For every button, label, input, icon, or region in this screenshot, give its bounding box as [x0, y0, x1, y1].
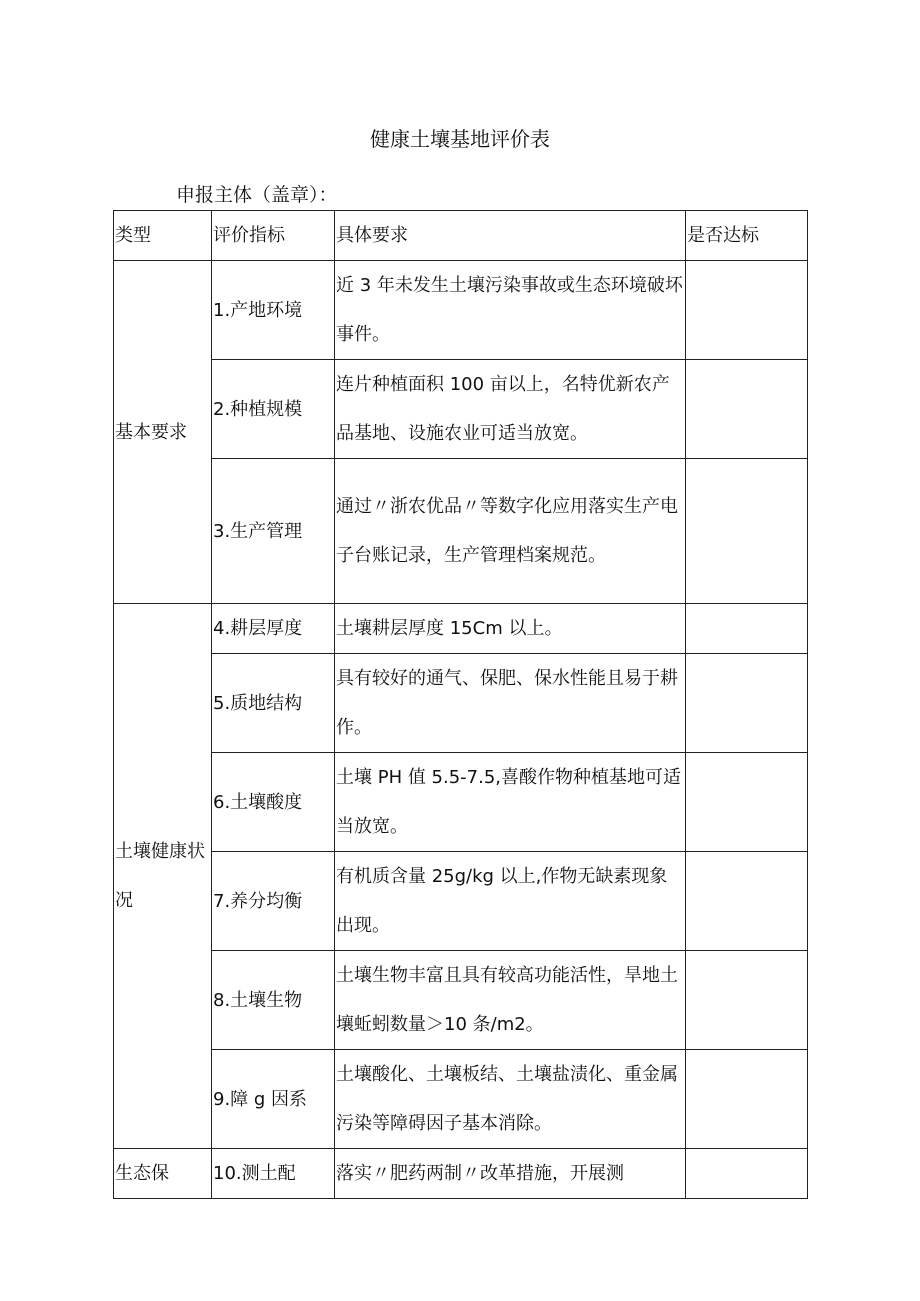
type-cell: 基本要求 [114, 261, 212, 604]
type-cell: 生态保 [114, 1149, 212, 1199]
met-cell[interactable] [686, 852, 808, 951]
table-row [114, 261, 808, 360]
met-cell[interactable] [686, 951, 808, 1050]
table-row [114, 753, 808, 852]
met-cell[interactable] [686, 604, 808, 654]
indicator-cell: 1.产地环境 [212, 261, 335, 360]
table-row [114, 1050, 808, 1149]
applicant-label: 申报主体（盖章）： [176, 184, 338, 206]
evaluation-table [113, 210, 808, 1199]
type-cell: 土壤健康状况 [114, 604, 212, 1149]
requirement-cell: 有机质含量 25g∕kg 以上,作物无缺素现象出现。 [335, 852, 686, 951]
indicator-cell: 4.耕层厚度 [212, 604, 335, 654]
indicator-cell: 5.质地结构 [212, 654, 335, 753]
requirement-cell: 土壤生物丰富且具有较高功能活性，旱地土壤蚯蚓数量＞10 条/m2。 [335, 951, 686, 1050]
header-type: 类型 [114, 211, 212, 261]
met-cell[interactable] [686, 1050, 808, 1149]
met-cell[interactable] [686, 261, 808, 360]
requirement-cell: 土壤 PH 值 5.5-7.5,喜酸作物种植基地可适当放宽。 [335, 753, 686, 852]
indicator-cell: 10.测土配 [212, 1149, 335, 1199]
met-cell[interactable] [686, 654, 808, 753]
requirement-cell: 土壤酸化、土壤板结、土壤盐渍化、重金属污染等障碍因子基本消除。 [335, 1050, 686, 1149]
requirement-cell: 近 3 年未发生土壤污染事故或生态环境破坏事件。 [335, 261, 686, 360]
indicator-cell: 7.养分均衡 [212, 852, 335, 951]
table-row [114, 1149, 808, 1199]
indicator-cell: 6.土壤酸度 [212, 753, 335, 852]
indicator-cell: 8.土壤生物 [212, 951, 335, 1050]
met-cell[interactable] [686, 459, 808, 604]
indicator-cell: 2.种植规模 [212, 360, 335, 459]
table-row [114, 654, 808, 753]
requirement-cell: 具有较好的通气、保肥、保水性能且易于耕作。 [335, 654, 686, 753]
table-header-row [114, 211, 808, 261]
indicator-cell: 9.障 g 因系 [212, 1050, 335, 1149]
met-cell[interactable] [686, 360, 808, 459]
header-indicator: 评价指标 [212, 211, 335, 261]
requirement-cell: 通过〃浙农优品〃等数字化应用落实生产电子台账记录，生产管理档案规范。 [335, 459, 686, 604]
table-row [114, 604, 808, 654]
header-requirement: 具体要求 [335, 211, 686, 261]
requirement-cell: 土壤耕层厚度 15Cm 以上。 [335, 604, 686, 654]
table-row [114, 459, 808, 604]
requirement-cell: 落实〃肥药两制〃改革措施，开展测 [335, 1149, 686, 1199]
table-row [114, 852, 808, 951]
met-cell[interactable] [686, 753, 808, 852]
header-met: 是否达标 [686, 211, 808, 261]
indicator-cell: 3.生产管理 [212, 459, 335, 604]
requirement-cell: 连片种植面积 100 亩以上，名特优新农产品基地、设施农业可适当放宽。 [335, 360, 686, 459]
met-cell[interactable] [686, 1149, 808, 1199]
page-title: 健康土壤基地评价表 [370, 127, 550, 151]
table-row [114, 951, 808, 1050]
table-row [114, 360, 808, 459]
